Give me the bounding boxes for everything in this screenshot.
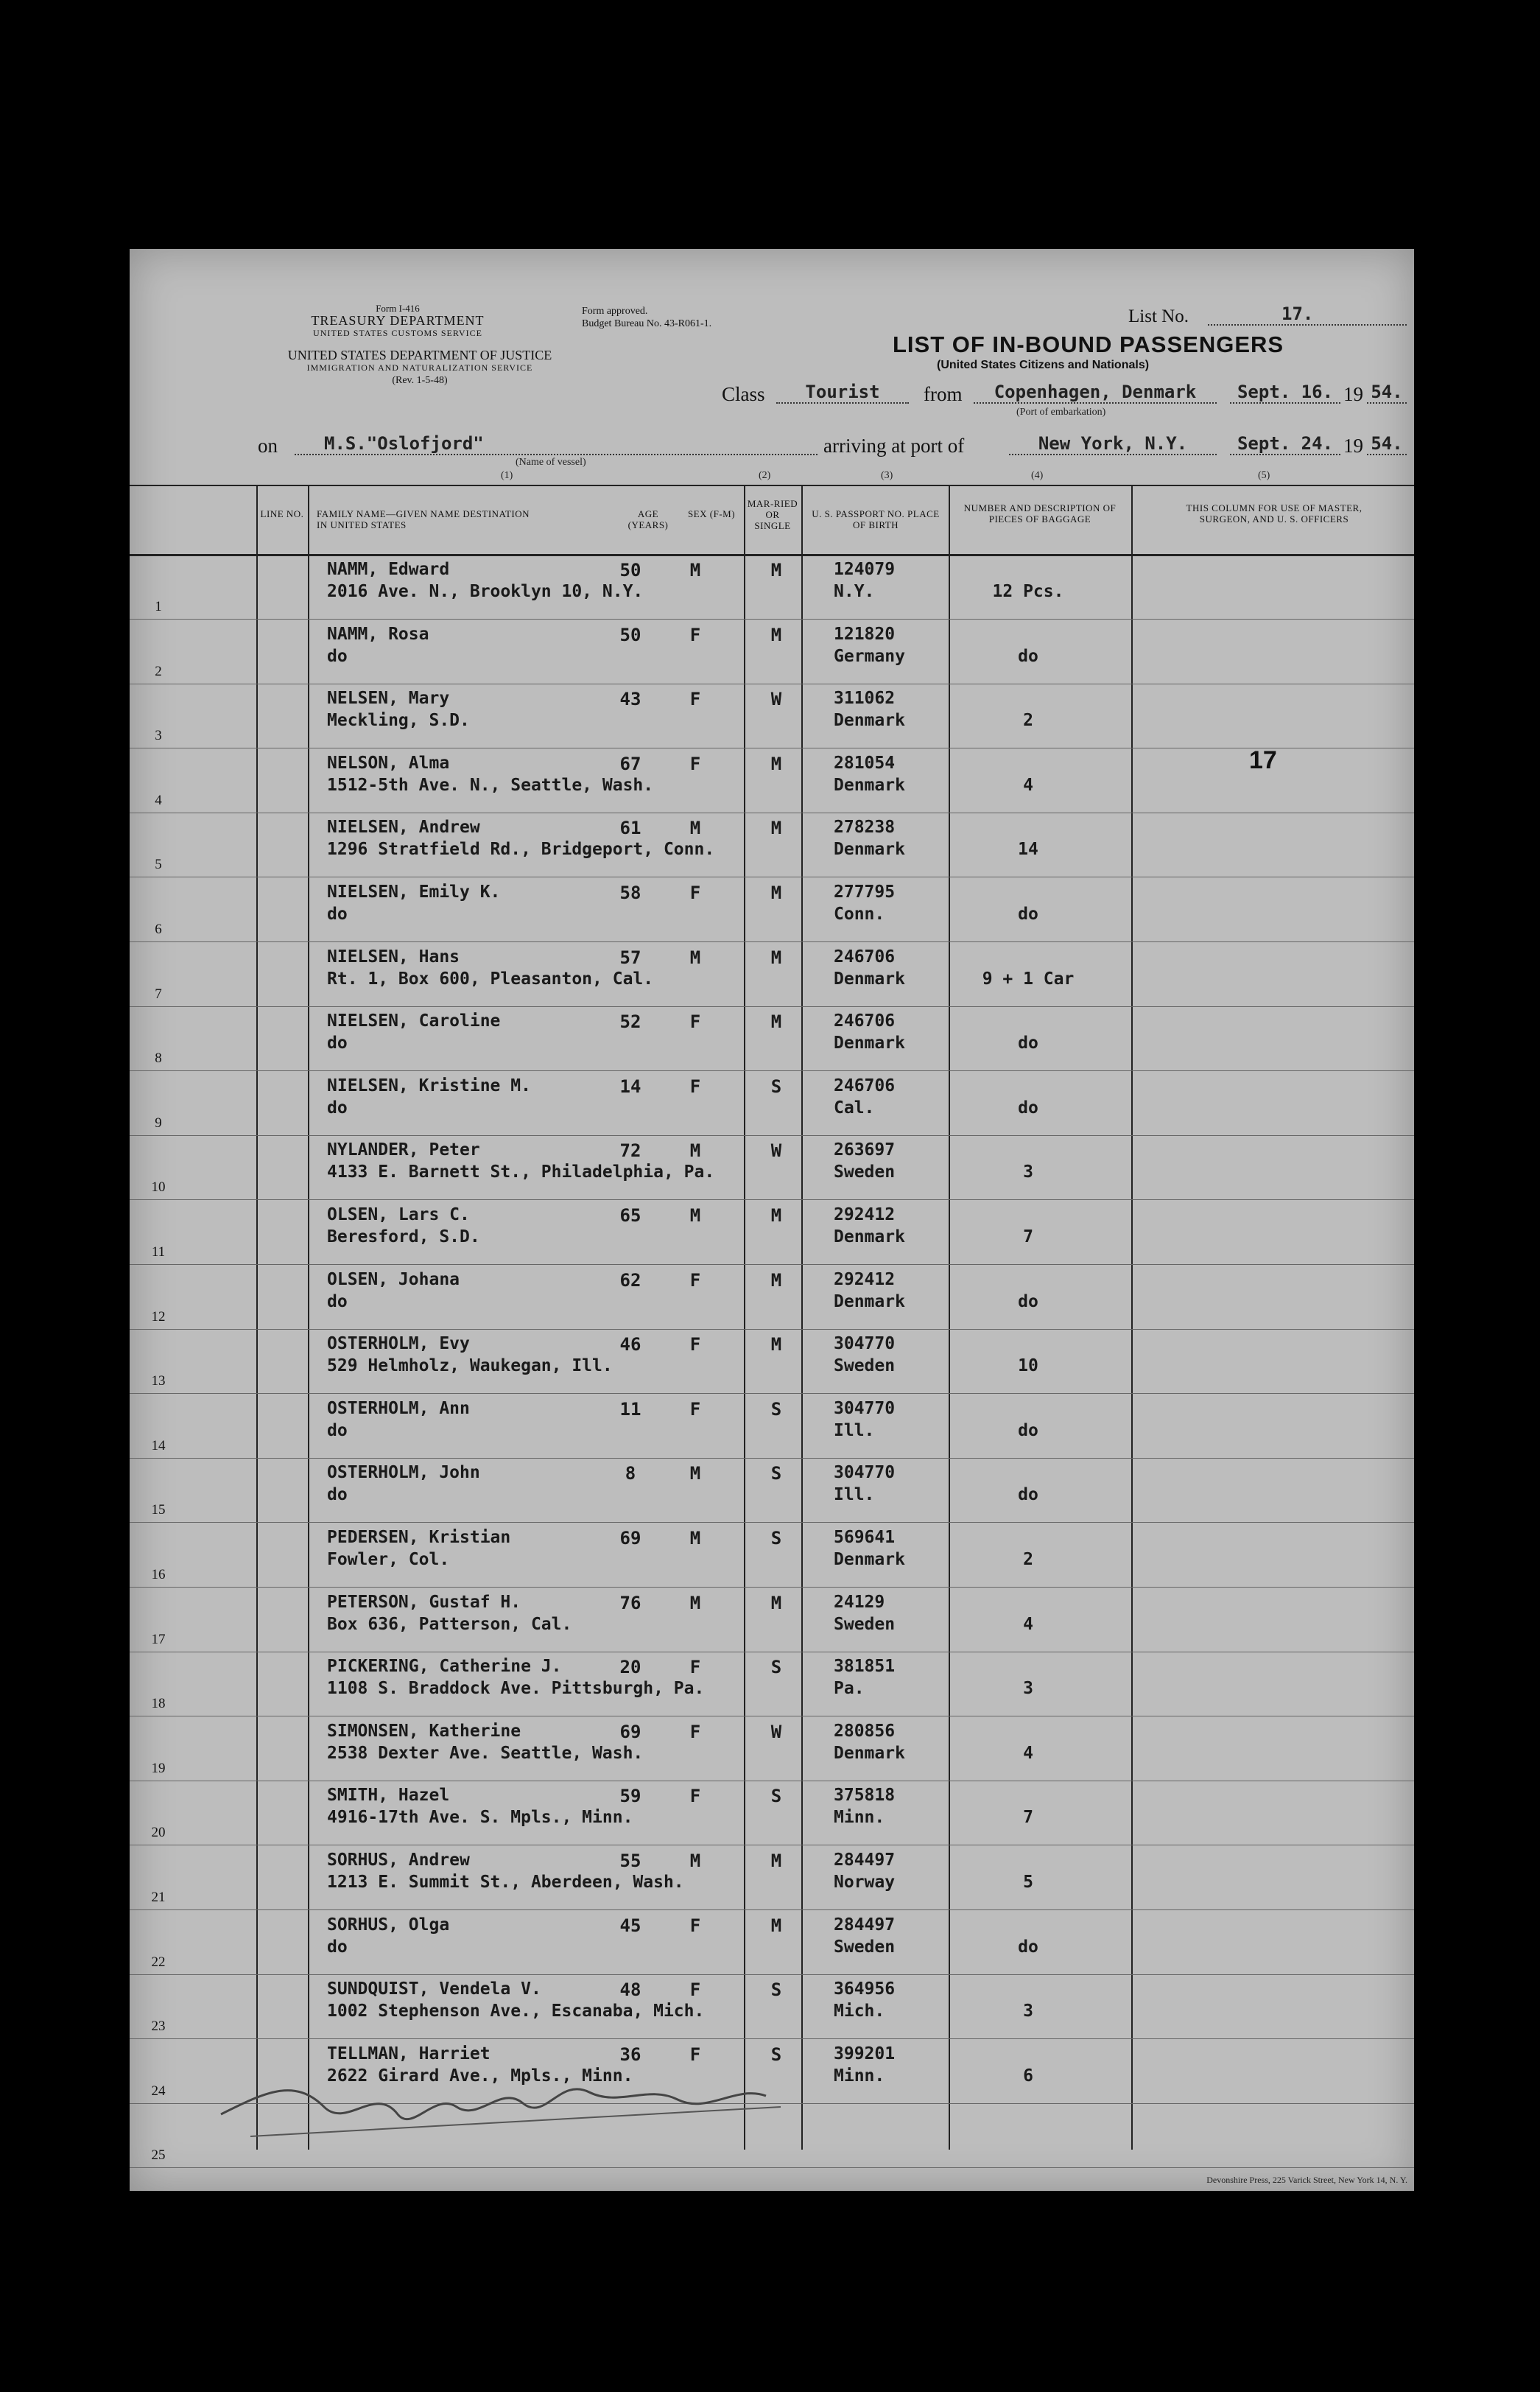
line-number: 3	[155, 728, 162, 744]
vessel-name: M.S."Oslofjord"	[295, 433, 818, 455]
form-number: Form I-416	[376, 303, 420, 314]
col-header-married: MAR-RIED OR SINGLE	[747, 498, 798, 531]
passport-number: 281054	[834, 753, 896, 773]
baggage: do	[1018, 1098, 1038, 1118]
treasury-department: TREASURY DEPARTMENT	[311, 313, 485, 328]
destination: 1108 S. Braddock Ave. Pittsburgh, Pa.	[327, 1679, 705, 1699]
age: 11	[619, 1398, 641, 1420]
on-label: on	[258, 435, 278, 457]
table-row	[130, 746, 1414, 813]
arrival-date: Sept. 24.	[1230, 433, 1340, 455]
table-row	[130, 1395, 1414, 1459]
line-number: 13	[151, 1373, 166, 1389]
passenger-name: NIELSEN, Andrew	[327, 818, 480, 838]
line-number: 2	[155, 663, 162, 679]
destination: 1296 Stratfield Rd., Bridgeport, Conn.	[327, 840, 715, 860]
baggage: 3	[1023, 2002, 1033, 2021]
place-of-birth: Denmark	[834, 711, 905, 731]
col-number-1: (1)	[501, 470, 513, 481]
departure-date: Sept. 16.	[1230, 382, 1340, 404]
table-row	[130, 1588, 1414, 1652]
place-of-birth: Minn.	[834, 2066, 885, 2086]
marital-status: S	[770, 1398, 782, 1420]
destination: 4916-17th Ave. S. Mpls., Minn.	[327, 1808, 633, 1828]
page-title: LIST OF IN-BOUND PASSENGERS	[893, 332, 1284, 357]
sex: M	[689, 1592, 701, 1613]
row-rule	[130, 2167, 1414, 2168]
age: 45	[619, 1915, 641, 1936]
marital-status: M	[770, 1205, 782, 1226]
passenger-name: SORHUS, Olga	[327, 1915, 450, 1935]
passenger-name: PEDERSEN, Kristian	[327, 1528, 511, 1547]
table-row	[130, 878, 1414, 942]
passport-number: 246706	[834, 947, 896, 967]
passenger-name: NELSON, Alma	[327, 753, 450, 773]
destination: do	[327, 1034, 348, 1053]
line-number: 5	[155, 857, 162, 873]
passport-number: 292412	[834, 1205, 896, 1224]
sex: F	[689, 1269, 701, 1291]
list-no-value: 17.	[1208, 304, 1407, 326]
vessel-caption: (Name of vessel)	[516, 457, 586, 468]
age: 72	[619, 1140, 641, 1162]
passport-number: 121820	[834, 624, 896, 644]
marital-status: M	[770, 1011, 782, 1033]
marital-status: S	[770, 1528, 782, 1549]
embarkation-caption: (Port of embarkation)	[1016, 407, 1106, 418]
list-no-label: List No.	[1128, 306, 1189, 326]
destination: do	[327, 1291, 348, 1311]
place-of-birth: Denmark	[834, 1034, 905, 1053]
passport-number: 284497	[834, 1915, 896, 1935]
sex: M	[689, 560, 701, 581]
printer-credit: Devonshire Press, 225 Varick Street, New York 14, N. Y.	[1206, 2175, 1407, 2185]
officer-mark: 17	[1249, 746, 1277, 774]
customs-service: UNITED STATES CUSTOMS SERVICE	[313, 328, 482, 338]
place-of-birth: Ill.	[834, 1485, 875, 1505]
baggage: 5	[1023, 1873, 1033, 1892]
sex: M	[689, 947, 701, 968]
table-row	[130, 1717, 1414, 1781]
baggage: do	[1018, 1034, 1038, 1053]
marital-status: M	[770, 1915, 782, 1936]
baggage: do	[1018, 1937, 1038, 1957]
marital-status: M	[770, 560, 782, 581]
age: 50	[619, 624, 641, 645]
baggage: 14	[1018, 840, 1038, 860]
destination: 1213 E. Summit St., Aberdeen, Wash.	[327, 1873, 684, 1892]
table-top-rule	[130, 485, 1414, 486]
col-header-sex: SEX (F-M)	[687, 508, 736, 519]
place-of-birth: Denmark	[834, 775, 905, 795]
table-row	[130, 1072, 1414, 1136]
sex: F	[689, 1011, 701, 1033]
baggage: 4	[1023, 1743, 1033, 1763]
destination: Fowler, Col.	[327, 1550, 450, 1569]
sex: F	[689, 753, 701, 774]
sex: F	[689, 1076, 701, 1097]
line-number: 25	[151, 2147, 166, 2164]
baggage: 7	[1023, 1227, 1033, 1246]
departure-year: 54.	[1367, 382, 1407, 404]
marital-status: M	[770, 1851, 782, 1871]
passport-number: 311062	[834, 689, 896, 709]
baggage: do	[1018, 646, 1038, 666]
year-prefix: 19	[1343, 383, 1363, 405]
marital-status: S	[770, 1463, 782, 1484]
line-number: 24	[151, 2083, 166, 2099]
passport-number: 292412	[834, 1269, 896, 1289]
sex: F	[689, 883, 701, 903]
col-header-line: LINE NO.	[260, 508, 304, 519]
age: 61	[619, 818, 641, 839]
baggage: do	[1018, 1485, 1038, 1505]
marital-status: W	[770, 689, 782, 710]
age: 59	[619, 1786, 641, 1807]
marital-status: M	[770, 947, 782, 968]
line-number: 16	[151, 1567, 166, 1582]
sex: F	[689, 689, 701, 710]
col-number-2: (2)	[759, 470, 771, 481]
passport-number: 24129	[834, 1592, 885, 1612]
col-header-passport: U. S. PASSPORT NO. PLACE OF BIRTH	[812, 508, 940, 530]
marital-status: S	[770, 1657, 782, 1678]
passport-number: 124079	[834, 560, 896, 579]
destination: do	[327, 905, 348, 924]
passenger-name: SMITH, Hazel	[327, 1786, 450, 1806]
place-of-birth: Denmark	[834, 840, 905, 860]
marital-status: M	[770, 1269, 782, 1291]
line-number: 1	[155, 599, 162, 614]
col-header-officers: THIS COLUMN FOR USE OF MASTER, SURGEON, AND U. S. OFFICERS	[1186, 502, 1363, 525]
destination: 2622 Girard Ave., Mpls., Minn.	[327, 2066, 633, 2086]
table-row	[130, 1136, 1414, 1200]
passenger-name: SUNDQUIST, Vendela V.	[327, 1979, 541, 1999]
line-number: 22	[151, 1954, 166, 1970]
approval-block	[582, 305, 711, 330]
line-number: 9	[155, 1115, 162, 1131]
passport-number: 278238	[834, 818, 896, 838]
passport-number: 263697	[834, 1140, 896, 1160]
col-header-baggage: NUMBER AND DESCRIPTION OF PIECES OF BAGGAGE	[963, 502, 1117, 525]
place-of-birth: Sweden	[834, 1162, 896, 1182]
age: 52	[619, 1011, 641, 1033]
passport-number: 280856	[834, 1721, 896, 1741]
destination: Rt. 1, Box 600, Pleasanton, Cal.	[327, 969, 654, 989]
passenger-name: PETERSON, Gustaf H.	[327, 1592, 521, 1612]
table-row	[130, 1975, 1414, 2039]
baggage: 3	[1023, 1679, 1033, 1699]
sex: M	[689, 1528, 701, 1549]
baggage: 12 Pcs.	[992, 582, 1064, 601]
line-number: 12	[151, 1308, 166, 1325]
sex: F	[689, 1786, 701, 1807]
passenger-name: PICKERING, Catherine J.	[327, 1657, 562, 1677]
passport-number: 246706	[834, 1011, 896, 1031]
passenger-name: NAMM, Edward	[327, 560, 450, 579]
age: 57	[619, 947, 641, 968]
passport-number: 284497	[834, 1851, 896, 1870]
baggage: 2	[1023, 1550, 1033, 1569]
doj: UNITED STATES DEPARTMENT OF JUSTICE	[287, 348, 552, 362]
destination: 1002 Stephenson Ave., Escanaba, Mich.	[327, 2002, 705, 2021]
marital-status: M	[770, 1592, 782, 1613]
table-row	[130, 943, 1414, 1007]
passport-number: 304770	[834, 1463, 896, 1483]
place-of-birth: Ill.	[834, 1420, 875, 1440]
place-of-birth: Sweden	[834, 1614, 896, 1634]
col-number-5: (5)	[1258, 470, 1270, 481]
col-number-3: (3)	[881, 470, 893, 481]
place-of-birth: Sweden	[834, 1356, 896, 1376]
marital-status: M	[770, 818, 782, 839]
destination: do	[327, 1937, 348, 1957]
age: 46	[619, 1334, 641, 1355]
place-of-birth: Denmark	[834, 1291, 905, 1311]
sex: F	[689, 624, 701, 645]
sex: F	[689, 1721, 701, 1742]
table-row	[130, 1846, 1414, 1910]
doj-block	[243, 349, 597, 387]
arriving-label: arriving at port of	[823, 435, 965, 457]
passport-number: 246706	[834, 1076, 896, 1095]
line-number: 8	[155, 1051, 162, 1067]
place-of-birth: Pa.	[834, 1679, 865, 1699]
passenger-name: NELSEN, Mary	[327, 689, 450, 709]
marital-status: W	[770, 1140, 782, 1162]
age: 50	[619, 560, 641, 581]
age: 69	[619, 1721, 641, 1742]
passenger-name: SORHUS, Andrew	[327, 1851, 470, 1870]
sex: F	[689, 2044, 701, 2065]
sex: F	[689, 1398, 701, 1420]
passenger-name: OSTERHOLM, Ann	[327, 1398, 470, 1418]
place-of-birth: Sweden	[834, 1937, 896, 1957]
table-row	[130, 1007, 1414, 1071]
marital-status: M	[770, 624, 782, 645]
destination: do	[327, 1098, 348, 1118]
place-of-birth: Conn.	[834, 905, 885, 924]
sex: M	[689, 818, 701, 839]
passport-number: 304770	[834, 1398, 896, 1418]
passenger-name: SIMONSEN, Katherine	[327, 1721, 521, 1741]
table-row	[130, 813, 1414, 877]
place-of-birth: Minn.	[834, 1808, 885, 1828]
age: 76	[619, 1592, 641, 1613]
table-row	[130, 555, 1414, 620]
passport-number: 375818	[834, 1786, 896, 1806]
marital-status: S	[770, 2044, 782, 2065]
page-subtitle: (United States Citizens and Nationals)	[937, 359, 1150, 371]
passport-number: 569641	[834, 1528, 896, 1547]
passenger-name: NYLANDER, Peter	[327, 1140, 480, 1160]
baggage: 6	[1023, 2066, 1033, 2086]
place-of-birth: Denmark	[834, 1743, 905, 1763]
line-number: 11	[151, 1244, 166, 1260]
place-of-birth: Cal.	[834, 1098, 875, 1118]
passenger-name: NIELSEN, Emily K.	[327, 883, 501, 902]
line-number: 19	[151, 1760, 166, 1776]
destination: Beresford, S.D.	[327, 1227, 480, 1246]
line-number: 18	[151, 1696, 166, 1712]
line-number: 15	[151, 1502, 166, 1518]
passport-number: 381851	[834, 1657, 896, 1677]
baggage: do	[1018, 905, 1038, 924]
destination: 4133 E. Barnett St., Philadelphia, Pa.	[327, 1162, 715, 1182]
place-of-birth: Denmark	[834, 969, 905, 989]
line-number: 7	[155, 986, 162, 1002]
age: 48	[619, 1979, 641, 2001]
passenger-name: NIELSEN, Kristine M.	[327, 1076, 531, 1095]
age: 62	[619, 1269, 641, 1291]
line-number: 23	[151, 2019, 166, 2035]
age: 55	[619, 1851, 641, 1871]
place-of-birth: N.Y.	[834, 582, 875, 601]
line-number: 10	[151, 1179, 166, 1196]
col-header-name: FAMILY NAME—GIVEN NAME DESTINATION IN UNITED STATES	[317, 508, 530, 530]
place-of-birth: Denmark	[834, 1550, 905, 1569]
baggage: 2	[1023, 711, 1033, 731]
sex: F	[689, 1915, 701, 1936]
passport-number: 364956	[834, 1979, 896, 1999]
place-of-birth: Denmark	[834, 1227, 905, 1246]
passport-number: 399201	[834, 2044, 896, 2063]
baggage: 4	[1023, 1614, 1033, 1634]
age: 36	[619, 2044, 641, 2065]
sex: F	[689, 1657, 701, 1678]
marital-status: M	[770, 753, 782, 774]
age: 69	[619, 1528, 641, 1549]
marital-status: S	[770, 1786, 782, 1807]
age: 20	[619, 1657, 641, 1678]
line-number: 21	[151, 1890, 166, 1905]
table-row	[130, 620, 1414, 684]
class-value: Tourist	[776, 382, 909, 404]
table-row	[130, 1266, 1414, 1330]
line-number: 6	[155, 922, 162, 937]
marital-status: M	[770, 883, 782, 903]
table-row	[130, 684, 1414, 748]
place-of-birth: Norway	[834, 1873, 896, 1892]
table-row	[130, 1201, 1414, 1265]
marital-status: S	[770, 1979, 782, 2001]
destination: 529 Helmholz, Waukegan, Ill.	[327, 1356, 613, 1376]
passenger-name: NIELSEN, Caroline	[327, 1011, 501, 1031]
embarkation-port: Copenhagen, Denmark	[974, 382, 1217, 404]
age: 67	[619, 753, 641, 774]
baggage: 3	[1023, 1162, 1033, 1182]
arrival-year: 54.	[1367, 433, 1407, 455]
destination: 2538 Dexter Ave. Seattle, Wash.	[327, 1743, 644, 1763]
passenger-name: NAMM, Rosa	[327, 624, 429, 644]
baggage: do	[1018, 1420, 1038, 1440]
table-row	[130, 1911, 1414, 1975]
marital-status: M	[770, 1334, 782, 1355]
marital-status: W	[770, 1721, 782, 1742]
destination: Meckling, S.D.	[327, 711, 470, 731]
passport-number: 304770	[834, 1334, 896, 1354]
line-number: 20	[151, 1825, 166, 1841]
age: 65	[619, 1205, 641, 1226]
passenger-name: TELLMAN, Harriet	[327, 2044, 491, 2063]
sex: F	[689, 1334, 701, 1355]
class-label: Class	[722, 383, 765, 405]
age: 58	[619, 883, 641, 903]
table-row	[130, 1781, 1414, 1845]
age: 14	[619, 1076, 641, 1097]
destination: 1512-5th Ave. N., Seattle, Wash.	[327, 775, 654, 795]
destination: 2016 Ave. N., Brooklyn 10, N.Y.	[327, 582, 644, 601]
baggage: 10	[1018, 1356, 1038, 1376]
officer-signature	[206, 2063, 825, 2151]
table-row	[130, 1330, 1414, 1394]
sex: M	[689, 1140, 701, 1162]
passport-number: 277795	[834, 883, 896, 902]
destination: Box 636, Patterson, Cal.	[327, 1614, 572, 1634]
sex: M	[689, 1463, 701, 1484]
from-label: from	[924, 383, 963, 405]
sex: F	[689, 1979, 701, 2001]
table-row	[130, 1523, 1414, 1588]
budget-bureau: Budget Bureau No. 43-R061-1.	[582, 318, 712, 329]
line-number: 4	[155, 792, 162, 808]
line-number: 14	[151, 1437, 166, 1453]
table-row	[130, 1652, 1414, 1716]
destination: do	[327, 1420, 348, 1440]
baggage: 4	[1023, 775, 1033, 795]
age: 43	[619, 689, 641, 710]
col-header-age: AGE (YEARS)	[627, 508, 669, 530]
place-of-birth: Germany	[834, 646, 905, 666]
ins: IMMIGRATION AND NATURALIZATION SERVICE	[306, 362, 533, 373]
table-row	[130, 1459, 1414, 1523]
destination: do	[327, 646, 348, 666]
destination: do	[327, 1485, 348, 1505]
passenger-name: OSTERHOLM, John	[327, 1463, 480, 1483]
sex: M	[689, 1851, 701, 1871]
form-identification	[243, 302, 552, 340]
year-prefix-2: 19	[1343, 435, 1363, 457]
arrival-port: New York, N.Y.	[1009, 433, 1217, 455]
baggage: 7	[1023, 1808, 1033, 1828]
passenger-name: OLSEN, Lars C.	[327, 1205, 470, 1224]
age: 8	[625, 1463, 636, 1484]
col-number-4: (4)	[1031, 470, 1044, 481]
passenger-name: OLSEN, Johana	[327, 1269, 460, 1289]
place-of-birth: Mich.	[834, 2002, 885, 2021]
passenger-name: OSTERHOLM, Evy	[327, 1334, 470, 1354]
form-approved: Form approved.	[582, 306, 648, 317]
baggage: do	[1018, 1291, 1038, 1311]
passenger-name: NIELSEN, Hans	[327, 947, 460, 967]
baggage: 9 + 1 Car	[982, 969, 1075, 989]
revision: (Rev. 1-5-48)	[392, 375, 448, 386]
sex: M	[689, 1205, 701, 1226]
line-number: 17	[151, 1631, 166, 1647]
marital-status: S	[770, 1076, 782, 1097]
